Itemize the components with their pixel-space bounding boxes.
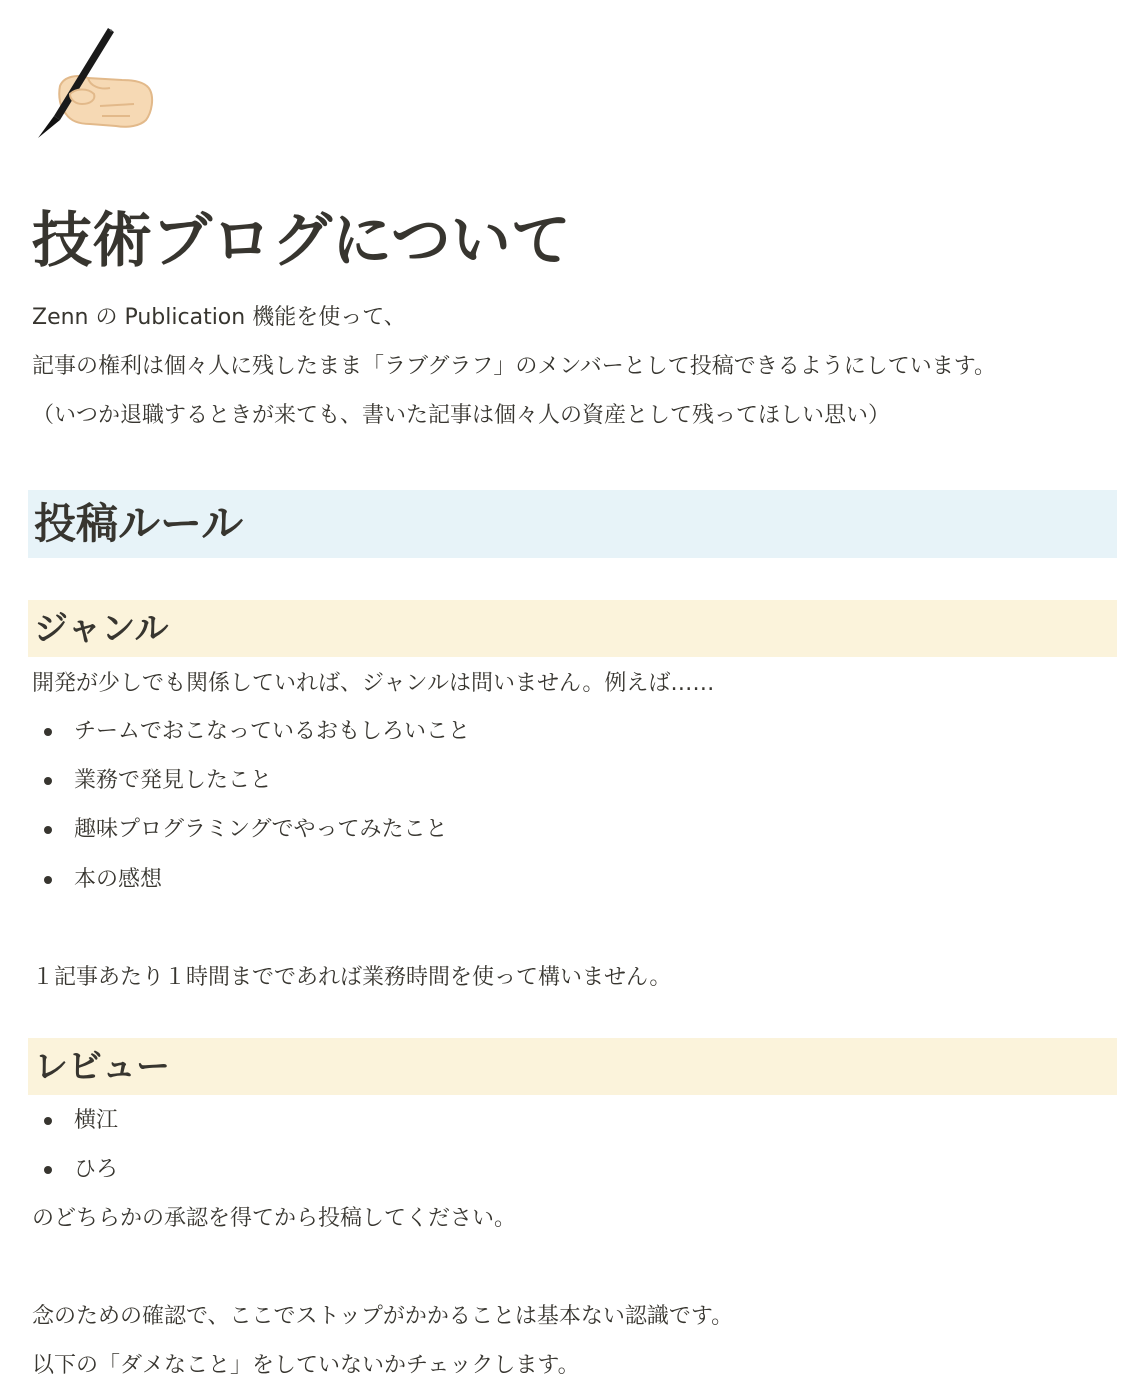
heading-rules: 投稿ルール [34, 499, 244, 548]
intro-text-line-1[interactable]: Zenn の Publication 機能を使って、 [32, 305, 406, 330]
genre-list-item-text: 業務で発見したこと [74, 768, 273, 793]
genre-list-item-text: チームでおこなっているおもしろいこと [74, 719, 471, 744]
reviewer-name: ひろ [74, 1157, 119, 1182]
genre-list-item-text: 本の感想 [74, 867, 163, 892]
writing-hand-icon[interactable] [30, 24, 154, 142]
reviewer-list-item[interactable] [44, 1105, 1044, 1137]
intro-text-line-2[interactable]: 記事の権利は個々人に残したまま「ラブグラフ」のメンバーとして投稿できるようにしています。 [32, 354, 997, 379]
genre-intro-text[interactable]: 開発が少しでも関係していれば、ジャンルは問いません。例えば…… [32, 671, 715, 696]
genre-list-item-text: 趣味プログラミングでやってみたこと [74, 817, 448, 842]
bullet-icon [44, 1117, 52, 1125]
heading-review: レビュー [34, 1047, 170, 1087]
review-after-text[interactable]: のどちらかの承認を得てから投稿してください。 [32, 1206, 517, 1231]
intro-text-line-3[interactable]: （いつか退職するときが来ても、書いた記事は個々人の資産として残ってほしい思い） [32, 403, 891, 428]
reviewer-list-item[interactable] [44, 1154, 1044, 1186]
bullet-icon [44, 1166, 52, 1174]
genre-note-text[interactable]: １記事あたり１時間までであれば業務時間を使って構いません。 [32, 965, 672, 990]
genre-list-item[interactable] [44, 716, 1044, 748]
heading-review-block[interactable] [28, 1038, 1117, 1095]
page-title[interactable]: 技術ブログについて [32, 206, 571, 276]
review-note-text-1[interactable]: 念のための確認で、ここでストップがかかることは基本ない認識です。 [32, 1304, 734, 1329]
bullet-icon [44, 876, 52, 884]
genre-list-item[interactable] [44, 864, 1044, 896]
bullet-icon [44, 777, 52, 785]
review-note-text-2[interactable]: 以下の「ダメなこと」をしていないかチェックします。 [32, 1353, 580, 1378]
bullet-icon [44, 826, 52, 834]
genre-list-item[interactable] [44, 765, 1044, 797]
genre-list-item[interactable] [44, 814, 1044, 846]
heading-rules-block[interactable] [28, 490, 1117, 558]
bullet-icon [44, 728, 52, 736]
heading-genre: ジャンル [34, 609, 169, 649]
reviewer-name: 横江 [74, 1108, 119, 1133]
heading-genre-block[interactable] [28, 600, 1117, 657]
